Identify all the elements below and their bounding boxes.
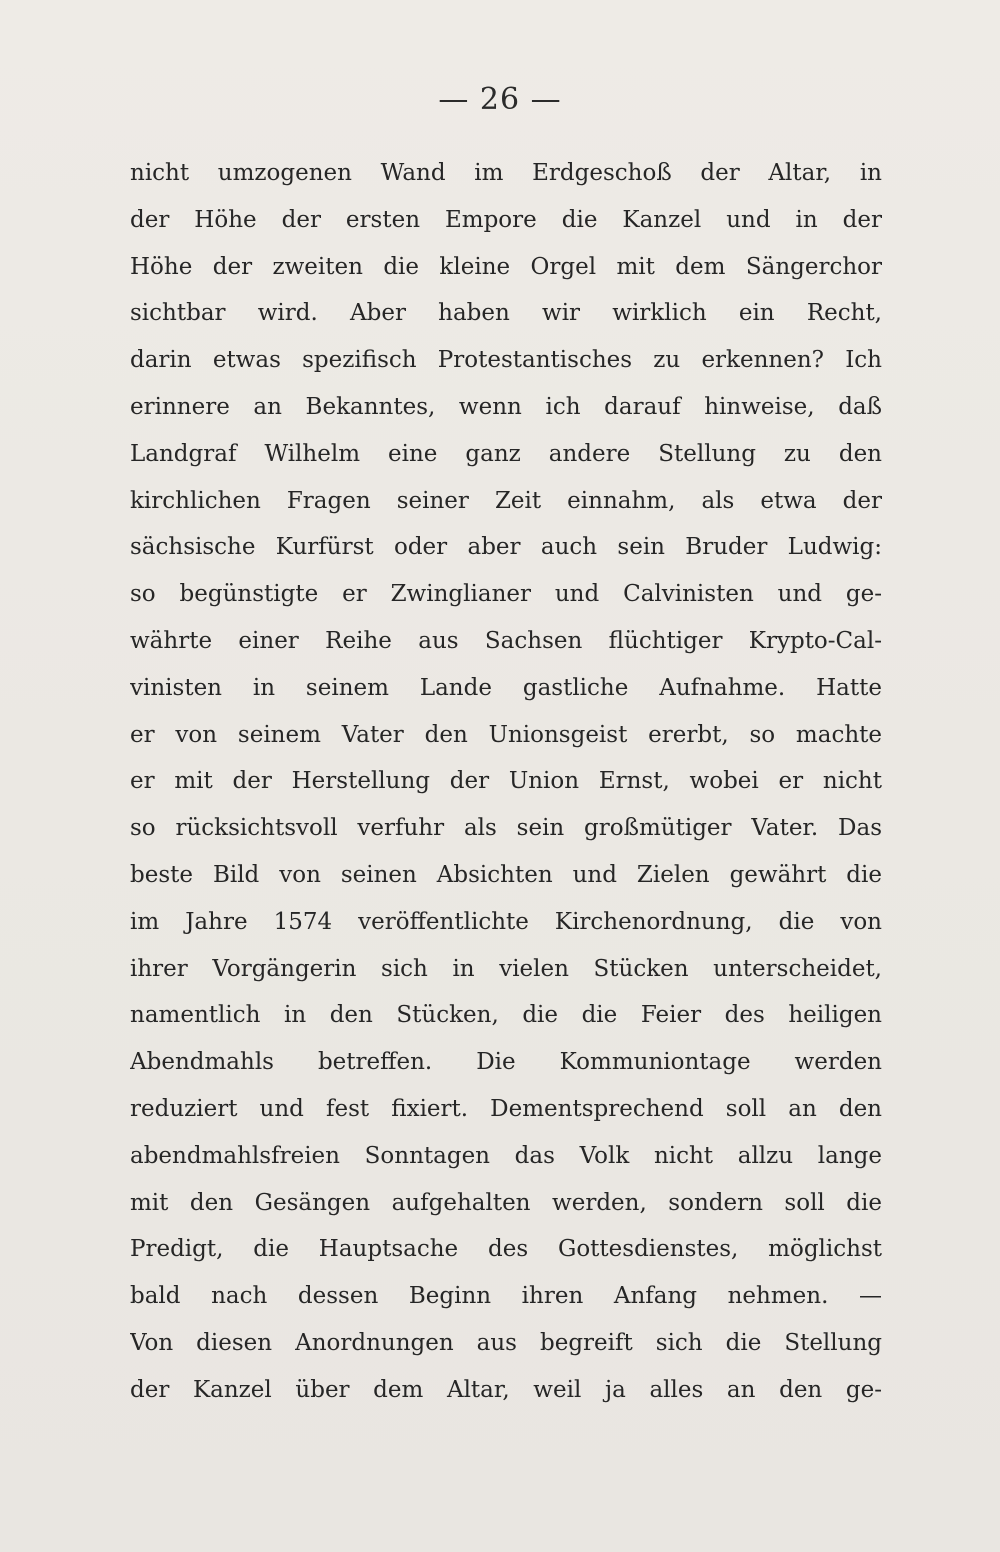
text-line: der Höhe der ersten Empore die Kanzel und in der (130, 206, 882, 233)
text-line: so rücksichtsvoll verfuhr als sein großmütiger Vater. Das (130, 815, 882, 842)
text-line: abendmahlsfreien Sonntagen das Volk nicht allzu lange (130, 1142, 882, 1169)
text-line: währte einer Reihe aus Sachsen flüchtiger Krypto-Cal- (130, 627, 882, 654)
text-line: nicht umzogenen Wand im Erdgeschoß der Altar, in (130, 160, 882, 186)
text-line: der Kanzel über dem Altar, weil ja alles an den ge- (130, 1376, 882, 1403)
text-line: bald nach dessen Beginn ihren Anfang nehmen. — (130, 1283, 882, 1310)
text-line: er mit der Herstellung der Union Ernst, wobei er nicht (130, 768, 882, 795)
text-line: kirchlichen Fragen seiner Zeit einnahm, als etwa der (130, 487, 882, 514)
page-number: — 26 — (438, 82, 562, 117)
text-line: so begünstigte er Zwinglianer und Calvinisten und ge- (130, 581, 882, 608)
text-line: Landgraf Wilhelm eine ganz andere Stellung zu den (130, 440, 882, 467)
text-line: er von seinem Vater den Unionsgeist ererbt, so machte (130, 721, 882, 748)
text-line: erinnere an Bekanntes, wenn ich darauf hinweise, daß (130, 393, 882, 420)
text-line: im Jahre 1574 veröffentlichte Kirchenordnung, die von (130, 908, 882, 935)
text-line: beste Bild von seinen Absichten und Zielen gewährt die (130, 861, 882, 888)
text-line: darin etwas spezifisch Protestantisches zu erkennen? Ich (130, 347, 882, 374)
text-line: Höhe der zweiten die kleine Orgel mit dem Sängerchor (130, 253, 882, 280)
text-line: Predigt, die Hauptsache des Gottesdienstes, möglichst (130, 1236, 882, 1263)
text-line: Von diesen Anordnungen aus begreift sich die Stellung (130, 1329, 882, 1356)
text-line: namentlich in den Stücken, die die Feier des heiligen (130, 1002, 882, 1029)
text-line: reduziert und fest fixiert. Dementsprechend soll an den (130, 1095, 882, 1122)
text-line: Abendmahls betreffen. Die Kommuniontage werden (130, 1049, 882, 1076)
text-line: vinisten in seinem Lande gastliche Aufnahme. Hatte (130, 674, 882, 701)
text-line: sächsische Kurfürst oder aber auch sein Bruder Ludwig: (130, 534, 882, 561)
text-line: sichtbar wird. Aber haben wir wirklich ein Recht, (130, 300, 882, 327)
text-line: mit den Gesängen aufgehalten werden, sondern soll die (130, 1189, 882, 1216)
body-text (130, 150, 882, 1414)
text-line: ihrer Vorgängerin sich in vielen Stücken unterscheidet, (130, 955, 882, 982)
